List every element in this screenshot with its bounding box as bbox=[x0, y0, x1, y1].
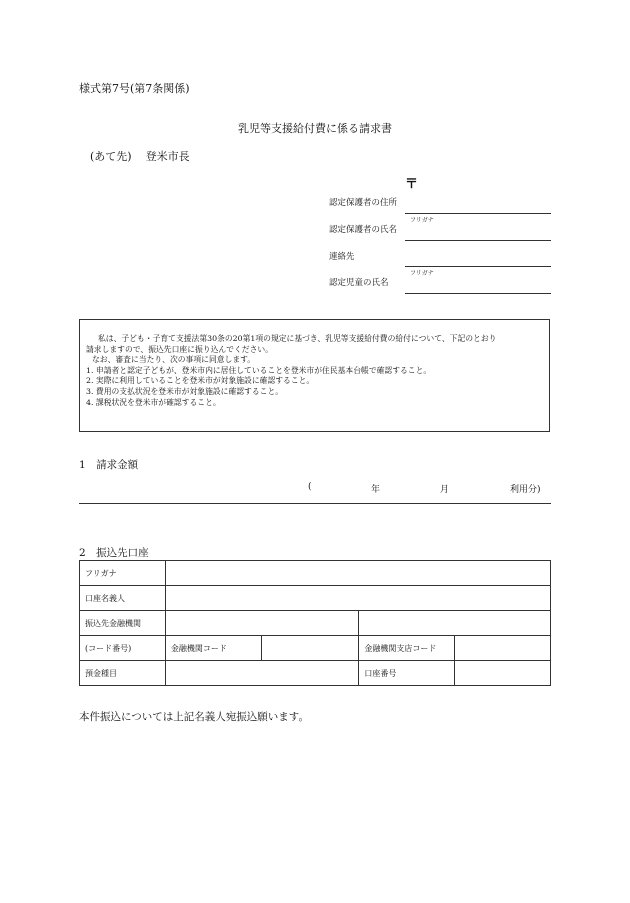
section1-heading: 1 請求金額 bbox=[79, 459, 139, 471]
form-number: 様式第7号(第7条関係) bbox=[79, 82, 190, 95]
claim-month-label: 月 bbox=[440, 485, 450, 495]
guardian-name-field[interactable] bbox=[405, 240, 551, 241]
contact-label: 連絡先 bbox=[329, 252, 355, 262]
branch-name-field[interactable] bbox=[359, 611, 551, 636]
consent-item: 4. 課税状況を登米市が確認すること。 bbox=[86, 397, 221, 407]
deposit-type-label: 預金種目 bbox=[80, 661, 166, 686]
consent-item: 1. 申請者と認定子どもが、登米市内に居住していることを登米市が住民基本台帳で確認すること。 bbox=[86, 365, 432, 375]
claim-open-paren: ( bbox=[308, 482, 312, 492]
table-row bbox=[80, 561, 551, 586]
account-number-label: 口座番号 bbox=[359, 661, 455, 686]
table-row bbox=[80, 611, 551, 636]
addressee bbox=[90, 148, 190, 164]
contact-field[interactable] bbox=[405, 266, 551, 267]
consent-item: 2. 実際に利用していることを登米市が対象施設に確認すること。 bbox=[86, 376, 315, 386]
bank-label: 振込先金融機関 bbox=[80, 611, 166, 636]
guardian-address-field[interactable] bbox=[405, 213, 551, 214]
claim-usage-label: 利用分) bbox=[510, 485, 541, 495]
table-row bbox=[80, 661, 551, 686]
footer-statement: 本件振込については上記名義人宛振込願います。 bbox=[79, 711, 309, 723]
consent-intro-line1: 私は、子ども・子育て支援法第30条の20第1項の規定に基づき、乳児等支援給付費の給付について、下記のとおり bbox=[98, 334, 497, 343]
branch-code-label: 金融機関支店コード bbox=[359, 636, 455, 661]
furigana-field[interactable] bbox=[165, 561, 550, 586]
deposit-type-field[interactable] bbox=[165, 661, 359, 686]
bank-code-field[interactable] bbox=[261, 636, 359, 661]
account-holder-field[interactable] bbox=[165, 586, 550, 611]
claim-year-label: 年 bbox=[371, 485, 381, 495]
child-name-field[interactable] bbox=[405, 293, 551, 294]
code-number-label: (コード番号) bbox=[80, 636, 166, 661]
consent-intro-line2: 請求しますので、振込先口座に振り込んでください。 bbox=[86, 344, 273, 354]
bank-name-field[interactable] bbox=[165, 611, 359, 636]
consent-box bbox=[79, 319, 550, 432]
table-row bbox=[80, 636, 551, 661]
child-furigana-label: フリガナ bbox=[410, 270, 434, 277]
bank-code-label: 金融機関コード bbox=[165, 636, 261, 661]
guardian-address-label: 認定保護者の住所 bbox=[329, 198, 398, 208]
claim-amount-field[interactable] bbox=[79, 503, 551, 504]
branch-code-field[interactable] bbox=[455, 636, 551, 661]
addressee-name: 登米市長 bbox=[145, 150, 190, 163]
consent-agree-line: なお、審査に当たり、次の事項に同意します。 bbox=[92, 355, 256, 365]
document-title: 乳児等支援給付費に係る請求書 bbox=[238, 122, 392, 135]
addressee-label: (あて先) bbox=[90, 150, 132, 163]
guardian-furigana-label: フリガナ bbox=[410, 217, 434, 224]
consent-item: 3. 費用の支払状況を登米市が対象施設に確認すること。 bbox=[86, 386, 284, 396]
account-holder-label: 口座名義人 bbox=[80, 586, 166, 611]
account-number-field[interactable] bbox=[455, 661, 551, 686]
postal-mark: 〒 bbox=[405, 177, 419, 192]
child-name-label: 認定児童の氏名 bbox=[329, 278, 389, 288]
guardian-name-label: 認定保護者の氏名 bbox=[329, 225, 398, 235]
furigana-label: フリガナ bbox=[80, 561, 166, 586]
section2-heading: 2 振込先口座 bbox=[79, 547, 149, 559]
table-row bbox=[80, 586, 551, 611]
bank-account-table bbox=[79, 560, 551, 686]
